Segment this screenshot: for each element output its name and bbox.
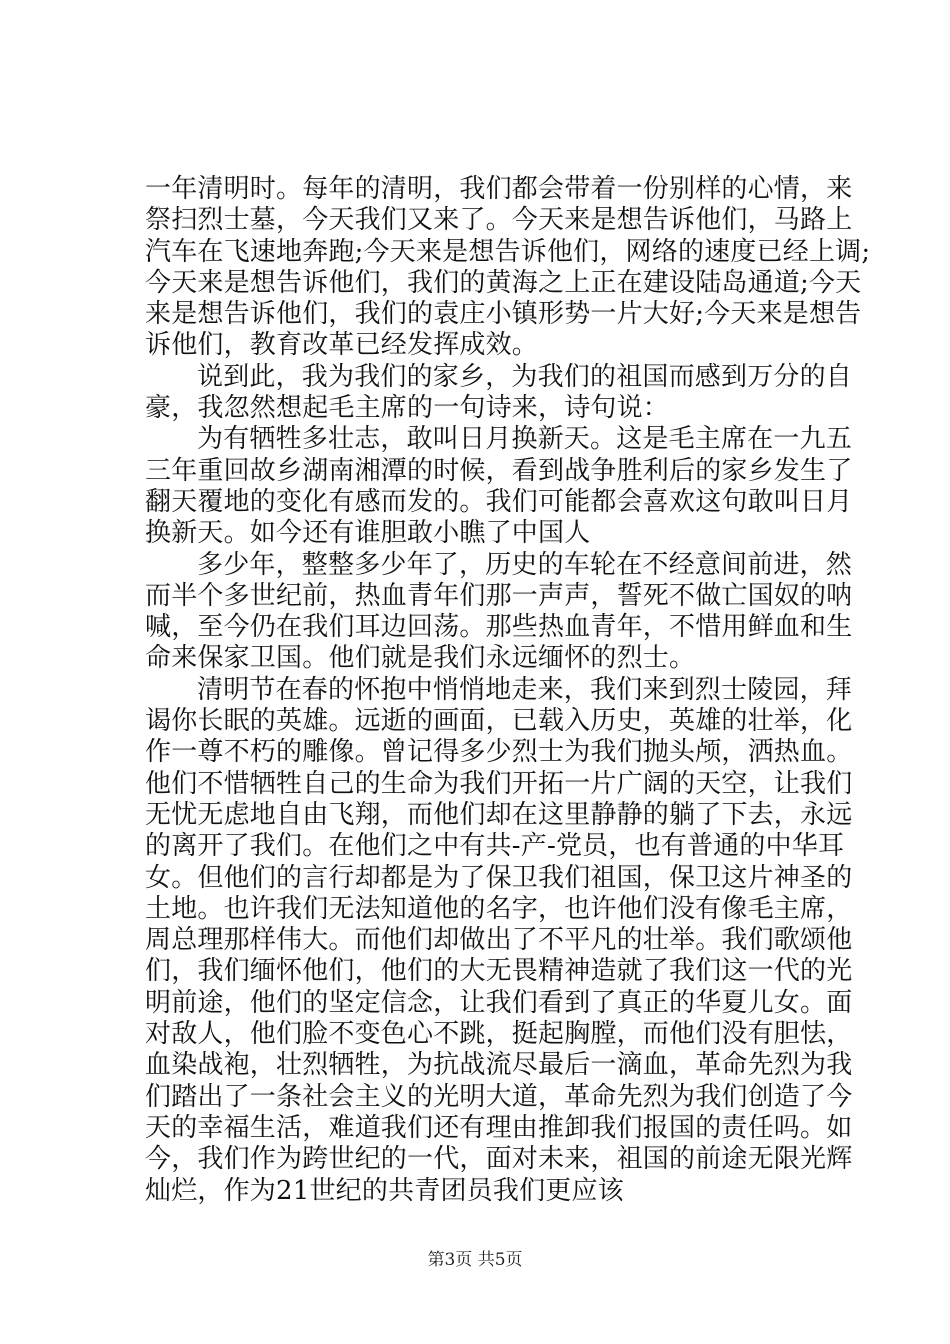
text-line: 灿烂，作为21世纪的共青团员我们更应该 [145, 1175, 624, 1206]
text-line: 而半个多世纪前，热血青年们那一声声，誓死不做亡国奴的呐 [145, 580, 853, 611]
text-line: 今，我们作为跨世纪的一代，面对未来，祖国的前途无限光辉 [145, 1144, 853, 1175]
text-line: 喊，至今仍在我们耳边回荡。那些热血青年，不惜用鲜血和生 [145, 612, 853, 643]
text-line: 祭扫烈士墓，今天我们又来了。今天来是想告诉他们，马路上 [145, 205, 853, 236]
text-line: 血染战袍，壮烈牺牲，为抗战流尽最后一滴血，革命先烈为我 [145, 1050, 853, 1081]
text-line: 谒你长眠的英雄。远逝的画面，已载入历史，英雄的壮举，化 [145, 706, 853, 737]
paragraph-first-line: 为有牺牲多壮志，敢叫日月换新天。这是毛主席在一九五 [197, 424, 853, 455]
text-line: 明前途，他们的坚定信念，让我们看到了真正的华夏儿女。面 [145, 987, 853, 1018]
text-line: 翻天覆地的变化有感而发的。我们可能都会喜欢这句敢叫日月 [145, 486, 853, 517]
text-line: 换新天。如今还有谁胆敢小瞧了中国人 [145, 518, 591, 549]
text-line: 作一尊不朽的雕像。曾记得多少烈士为我们抛头颅，洒热血。 [145, 737, 853, 768]
text-line: 汽车在飞速地奔跑;今天来是想告诉他们，网络的速度已经上调; [145, 236, 871, 267]
text-line: 对敌人，他们脸不变色心不跳，挺起胸膛，而他们没有胆怯， [145, 1019, 853, 1050]
text-line: 今天来是想告诉他们，我们的黄海之上正在建设陆岛通道;今天 [145, 267, 862, 298]
paragraph-first-line: 多少年，整整多少年了，历史的车轮在不经意间前进，然 [197, 549, 853, 580]
text-line: 无忧无虑地自由飞翔，而他们却在这里静静的躺了下去，永远 [145, 799, 853, 830]
text-line: 们踏出了一条社会主义的光明大道，革命先烈为我们创造了今 [145, 1081, 853, 1112]
text-line: 天的幸福生活，难道我们还有理由推卸我们报国的责任吗。如 [145, 1112, 853, 1143]
page-number-footer: 第3页 共5页 [427, 1250, 523, 1270]
text-line: 们，我们缅怀他们，他们的大无畏精神造就了我们这一代的光 [145, 956, 853, 987]
paragraph-first-line: 说到此，我为我们的家乡，为我们的祖国而感到万分的自 [197, 361, 853, 392]
text-line: 土地。也许我们无法知道他的名字，也许他们没有像毛主席， [145, 893, 853, 924]
text-line: 命来保家卫国。他们就是我们永远缅怀的烈士。 [145, 643, 696, 674]
text-line: 三年重回故乡湖南湘潭的时候，看到战争胜利后的家乡发生了 [145, 455, 853, 486]
document-body [145, 174, 871, 1207]
text-line: 的离开了我们。在他们之中有共-产-党员，也有普通的中华耳 [145, 831, 845, 862]
text-line: 来是想告诉他们，我们的袁庄小镇形势一片大好;今天来是想告 [145, 299, 862, 330]
text-line: 一年清明时。每年的清明，我们都会带着一份别样的心情，来 [145, 174, 853, 204]
text-line: 女。但他们的言行却都是为了保卫我们祖国，保卫这片神圣的 [145, 862, 853, 893]
text-line: 诉他们，教育改革已经发挥成效。 [145, 330, 539, 361]
text-line: 他们不惜牺牲自己的生命为我们开拓一片广阔的天空，让我们 [145, 768, 853, 799]
text-line: 周总理那样伟大。而他们却做出了不平凡的壮举。我们歌颂他 [145, 925, 853, 956]
text-line: 豪，我忽然想起毛主席的一句诗来，诗句说： [145, 393, 670, 424]
paragraph-first-line: 清明节在春的怀抱中悄悄地走来，我们来到烈士陵园，拜 [197, 674, 853, 705]
